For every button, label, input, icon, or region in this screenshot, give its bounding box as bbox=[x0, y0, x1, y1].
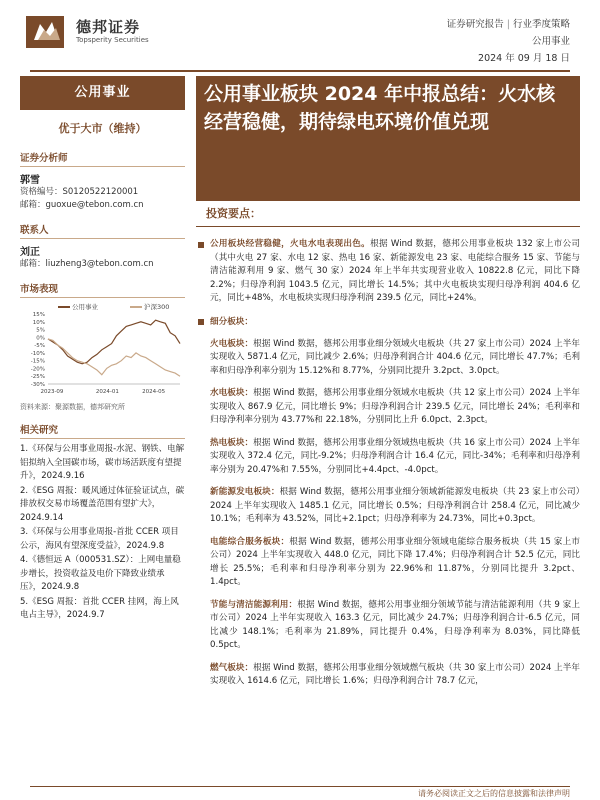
x-tick-label: 2023-09 bbox=[40, 389, 64, 395]
legend-item bbox=[130, 302, 169, 311]
investment-highlights-heading: 投资要点： bbox=[196, 201, 580, 227]
legend-swatch bbox=[58, 306, 70, 308]
related-label: 相关研究 bbox=[20, 422, 185, 439]
contact-name: 刘正 bbox=[20, 247, 40, 258]
header-divider bbox=[30, 70, 570, 72]
related-item[interactable]: 2.《ESG 周报：暖风通过体征验证试点，碳排放权交易市场覆盖范围有望扩大》，2024.9.14 bbox=[20, 485, 185, 523]
sector-badge: 公用事业 bbox=[20, 76, 185, 110]
analyst-name: 郭雪 bbox=[20, 175, 40, 186]
x-tick-label: 2024-01 bbox=[95, 389, 119, 395]
lead-text: 根据 Wind 数据，德邦公用事业板块 132 家上市公司（其中火电 27 家、水电 12 家、热电 16 家、新能源发电 23 家、电能综合服务 15 家、节能与清洁能源利用 9 家、燃气 30 家）2024 年上半年共实现营业收入 10822.8 亿元，同比下降 2.2%；归母净利润 1043.5 亿元，同比增长 14.5%；其中火电板块实现归母净利润 404.6 亿元，同比+48%，水电板块实现归母净利润 239.5 亿元，同比+24%。 bbox=[210, 239, 580, 303]
x-tick-label: 2024-05 bbox=[142, 389, 166, 395]
meta-separator: | bbox=[506, 19, 510, 30]
chart-legend bbox=[50, 302, 185, 312]
analyst-email[interactable]: 邮箱：guoxue@tebon.com.cn bbox=[20, 200, 144, 210]
company-logo bbox=[26, 14, 156, 54]
segment-title: 火电板块： bbox=[210, 338, 254, 349]
market-label: 市场表现 bbox=[20, 281, 185, 298]
report-type: 证券研究报告 bbox=[446, 19, 504, 30]
segments-heading bbox=[196, 316, 580, 329]
series-line-2 bbox=[48, 339, 180, 376]
segment-title: 水电板块： bbox=[210, 388, 254, 398]
bullet-icon bbox=[198, 242, 204, 248]
segment-text: 根据 Wind 数据，德邦公用事业细分领域热电板块（共 16 家上市公司）2024 上半年实现收入 372.4 亿元，同比-9.2%；归母净利润合计 16.4 亿元，同比-34%；毛利率和归母净利率分别为 20.47%和 7.55%，分别同比+4.4pct、-4.0pct。 bbox=[210, 437, 580, 475]
market-chart bbox=[20, 302, 185, 398]
y-tick-label: 0% bbox=[36, 335, 45, 342]
segment-text: 根据 Wind 数据，德邦公用事业细分领域水电板块（共 12 家上市公司）2024 上半年实现收入 867.9 亿元，同比增长 9%；归母净利润合计 239.5 亿元，同比增长 24%；毛利率和归母净利率分别为 43.77%和 22.18%，分别同比上升 6.0pct、2.3pct。 bbox=[210, 388, 580, 425]
related-item[interactable]: 3.《环保与公用事业周报-首批 CCER 项目公示，海风有望深度受益》，2024.9.8 bbox=[20, 527, 179, 551]
y-tick-label: 15% bbox=[32, 312, 45, 318]
lead-paragraph bbox=[196, 238, 580, 306]
contact-label: 联系人 bbox=[20, 222, 185, 239]
report-header bbox=[0, 0, 600, 70]
report-subtype: 行业季度策略 bbox=[512, 19, 570, 30]
report-date: 2024 年 09 月 18 日 bbox=[478, 53, 570, 64]
analyst-label: 证券分析师 bbox=[20, 150, 185, 167]
related-item[interactable]: 5.《ESG 周报：首批 CCER 挂网，海上风电占主导》，2024.9.7 bbox=[20, 596, 179, 620]
related-list bbox=[20, 443, 185, 623]
segment-paragraph bbox=[196, 662, 580, 689]
segment-title: 节能与清洁能源利用： bbox=[210, 599, 298, 610]
segment-paragraph bbox=[196, 387, 580, 428]
segment-paragraph bbox=[196, 536, 580, 590]
segment-title: 热电板块： bbox=[210, 437, 254, 448]
segments-heading-text: 细分板块： bbox=[210, 316, 253, 327]
segments-list bbox=[196, 338, 580, 689]
sidebar bbox=[20, 76, 185, 624]
segment-paragraph bbox=[196, 338, 580, 379]
contact-email[interactable]: 邮箱：liuzheng3@tebon.com.cn bbox=[20, 259, 154, 269]
title-band bbox=[196, 76, 580, 201]
y-tick-label: 10% bbox=[32, 319, 45, 326]
legend-label: 公用事业 bbox=[72, 303, 98, 311]
legend-label: 沪深300 bbox=[144, 303, 170, 311]
segment-paragraph bbox=[196, 599, 580, 653]
related-item[interactable]: 4.《德恒远 A（000531.SZ）：上网电量稳步增长，投资收益及电价下降致业绩承压》，2024.9.8 bbox=[20, 555, 181, 592]
market-chart-plot bbox=[20, 312, 185, 398]
report-title: 公用事业板块 2024 年中报总结：火水核经营稳健，期待绿电环境价值兑现 bbox=[204, 83, 556, 133]
report-industry: 公用事业 bbox=[531, 36, 570, 47]
logo-emblem-icon bbox=[26, 14, 70, 50]
y-tick-label: 5% bbox=[36, 327, 45, 334]
bullet-icon bbox=[198, 319, 204, 325]
segment-paragraph bbox=[196, 486, 580, 527]
series-line-1 bbox=[48, 320, 180, 364]
main-content bbox=[196, 201, 580, 689]
legend-item bbox=[58, 302, 98, 311]
related-item[interactable]: 1.《环保与公用事业周报-水泥、钢铁、电解铝拟纳入全国碳市场，碳市场活跃度有望提升》，2024.9.16 bbox=[20, 444, 185, 481]
segment-title: 新能源发电板块： bbox=[210, 487, 280, 497]
segment-title: 电能综合服务板块： bbox=[210, 536, 290, 547]
logo-text-cn: 德邦证券 bbox=[76, 18, 141, 36]
segment-text: 根据 Wind 数据，德邦公用事业细分领域燃气板块（共 30 家上市公司）2024 上半年实现收入 1614.6 亿元，同比增长 1.6%；归母净利润合计 78.7 亿元， bbox=[210, 662, 580, 686]
segment-text: 根据 Wind 数据，德邦公用事业细分领域新能源发电板块（共 23 家上市公司）2024 上半年实现收入 1485.1 亿元，同比增长 0.5%；归母净利润合计 258.4 亿元，同比减少 10.1%；毛利率为 43.52%，同比+2.1pct；归母净利率为 24.73%，同比+0.3pct。 bbox=[210, 487, 580, 524]
segment-title: 燃气板块： bbox=[210, 662, 254, 673]
segment-text: 根据 Wind 数据，德邦公用事业细分领域火电板块（共 27 家上市公司）2024 上半年实现收入 5871.4 亿元，同比减少 2.6%；归母净利润合计 404.6 亿元，同比增长 47.7%；毛利率和归母净利率分别为 15.12%和 8.77%，分别同比提升 3.2pct、3.0pct。 bbox=[210, 338, 580, 376]
y-tick-label: -20% bbox=[30, 366, 45, 373]
lead-highlight: 公用板块经营稳健，火电水电表现出色。 bbox=[210, 239, 371, 249]
logo-text-en: Topsperity Securities bbox=[76, 36, 149, 44]
report-meta bbox=[447, 16, 570, 67]
y-tick-label: -30% bbox=[30, 382, 45, 388]
chart-source: 资料来源：聚源数据，德邦研究所 bbox=[20, 403, 125, 411]
y-tick-label: -15% bbox=[30, 358, 45, 365]
segment-text: 根据 Wind 数据，德邦公用事业细分领域电能综合服务板块（共 15 家上市公司）2024 上半年实现收入 448.0 亿元，同比下降 17.4%；归母净利润合计 52.5 亿元，同比增长 25.5%；毛利率和归母净利率分别为 22.96%和 11.87%，分别同比提升 3.2pct、1.4pct。 bbox=[210, 536, 580, 587]
footer-divider bbox=[30, 786, 570, 787]
segment-paragraph bbox=[196, 437, 580, 478]
rating: 优于大市（维持） bbox=[58, 122, 147, 135]
y-tick-label: -5% bbox=[34, 343, 45, 350]
y-tick-label: -10% bbox=[30, 350, 45, 357]
legend-swatch bbox=[130, 306, 142, 308]
segment-text: 根据 Wind 数据，德邦公用事业细分领域节能与清洁能源利用（共 9 家上市公司）2024 上半年实现收入 163.3 亿元，同比减少 24.7%；归母净利润合计-6.5 亿元，同比减少 148.1%；毛利率为 21.89%，同比提升 0.4%，归母净利率为 8.03%，同比降低 0.5pct。 bbox=[210, 599, 580, 650]
footer-disclaimer: 请务必阅读正文之后的信息披露和法律声明 bbox=[418, 789, 570, 798]
y-tick-label: -25% bbox=[30, 374, 45, 381]
analyst-cert: 资格编号：S0120522120001 bbox=[20, 187, 139, 197]
